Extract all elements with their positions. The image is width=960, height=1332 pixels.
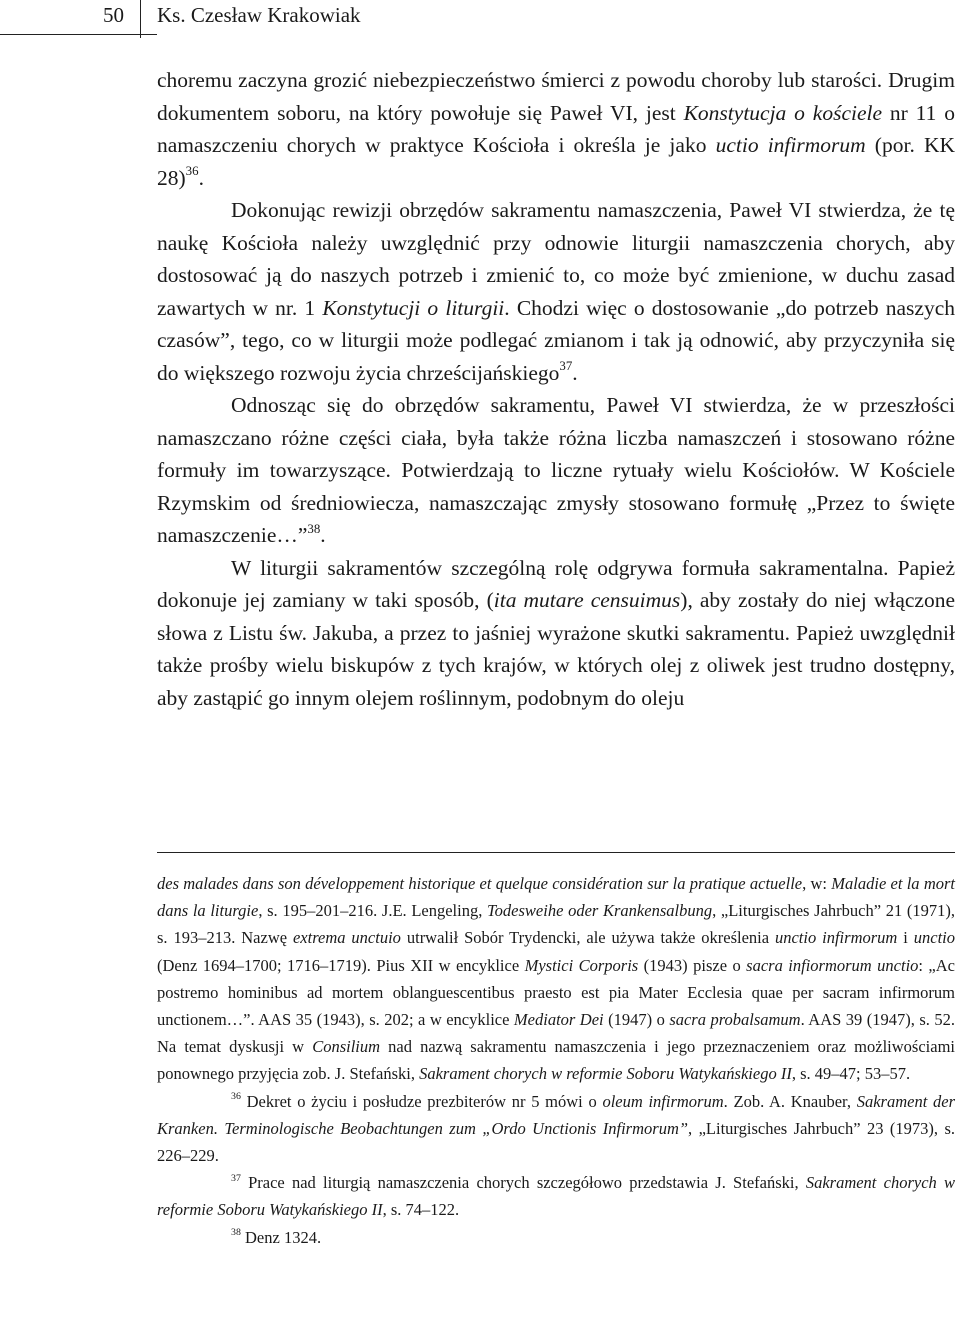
footnote-continuation: des malades dans son développement historique et quelque considération sur la pratique actuelle, w: Maladie et la mort dans la liturgie, s. 195–201–216. J.E. Lengeling, Todesweihe oder Krankensalbung, „Liturgisches Jahrbuch” 21 (1971), s. 193–213. Nazwę extrema unctuio utrwalił Sobór Trydencki, ale używa także określenia unctio infirmorum i unctio (Denz 1694–1700; 1716–1719). Pius XII w encyklice Mystici Corporis (1943) pisze o sacra infiormorum unctio: „Ac postremo hominibus ad mortem oblanguescentibus praesto est pia Mater Ecclesia quae per sacram infirmorum unctionem…”. AAS 35 (1943), s. 202; a w encyklice Mediator Dei (1947) o sacra probalsamum. AAS 39 (1947), s. 52. Na temat dyskusji w Consilium nad nazwą sakramentu namaszczenia i jego przeznaczeniem oraz możliwościami ponownego przyjęcia zob. J. Stefański, Sakrament chorych w reformie Soboru Watykańskiego II, s. 49–47; 53–57. [157,874,956,1084]
paragraph: choremu zaczyna grozić niebezpieczeństwo śmierci z powodu choroby lub starości. Drugim dokumentem soboru, na który powołuje się Paweł VI, jest Konstytucja o kościele nr 11 o namaszczeniu chorych w praktyce Kościoła i określa je jako uctio infirmorum (por. KK 28)$^{36}$. [157,68,956,190]
running-title: Ks. Czesław Krakowiak [157,3,361,27]
footnote-36: $^{36}$ Dekret o życiu i posłudze prezbiterów nr 5 mówi o oleum infirmorum. Zob. A. Knauber, Sakrament der Kranken. Terminologische Beobachtungen zum „Ordo Unctionis Infirmorum”, „Liturgisches Jahrbuch” 23 (1973), s. 226–229. [157,1091,956,1166]
header-rule [0,34,157,35]
footnotes [157,870,955,1251]
main-text [157,64,955,714]
paragraph: Odnosząc się do obrzędów sakramentu, Paweł VI stwierdza, że w przeszłości namaszczano różne części ciała, była także różna liczba namaszczeń i stosowano różne formuły im towarzyszące. Potwierdzają to liczne rytuały wielu Kościołów. W Kościele Rzymskim od średniowiecza, namaszczając zmysły stosowano formułę „Przez to święte namaszczenie…”$^{38}$. [157,393,955,547]
page-number: 50 [103,3,124,27]
footnote-38: $^{38}$ Denz 1324. [231,1227,322,1247]
footnote-37: $^{37}$ Prace nad liturgią namaszczenia chorych szczegółowo przedstawia J. Stefański, Sakrament chorych w reformie Soboru Watykańskiego II, s. 74–122. [157,1172,956,1220]
header-divider [140,0,141,38]
page-header [0,0,960,40]
paragraph: W liturgii sakramentów szczególną rolę odgrywa formuła sakramentalna. Papież dokonuje jej zamiany w taki sposób, (ita mutare censuimus), aby zostały do niej włączone słowa z Listu św. Jakuba, a przez to jaśniej wyrażone skutki sakramentu. Papież uwzględnił także prośby wielu biskupów z tych krajów, w których olej z oliwek jest trudno dostępny, aby zastąpić go innym olejem roślinnym, podobnym do oleju [157,555,955,710]
paragraph: Dokonując rewizji obrzędów sakramentu namaszczenia, Paweł VI stwierdza, że tę naukę Kościoła należy uwzględnić przy odnowie liturgii namaszczenia chorych, aby dostosować ją do naszych potrzeb i zmienić to, co może być zmienione, w duchu zasad zawartych w nr. 1 Konstytucji o liturgii. Chodzi więc o dostosowanie „do potrzeb naszych czasów”, tego, co w liturgii może podlegać zmianom i tak ją odnowić, aby przyczyniła się do większego rozwoju życia chrześcijańskiego$^{37}$. [157,198,955,385]
footnote-separator [157,852,955,853]
